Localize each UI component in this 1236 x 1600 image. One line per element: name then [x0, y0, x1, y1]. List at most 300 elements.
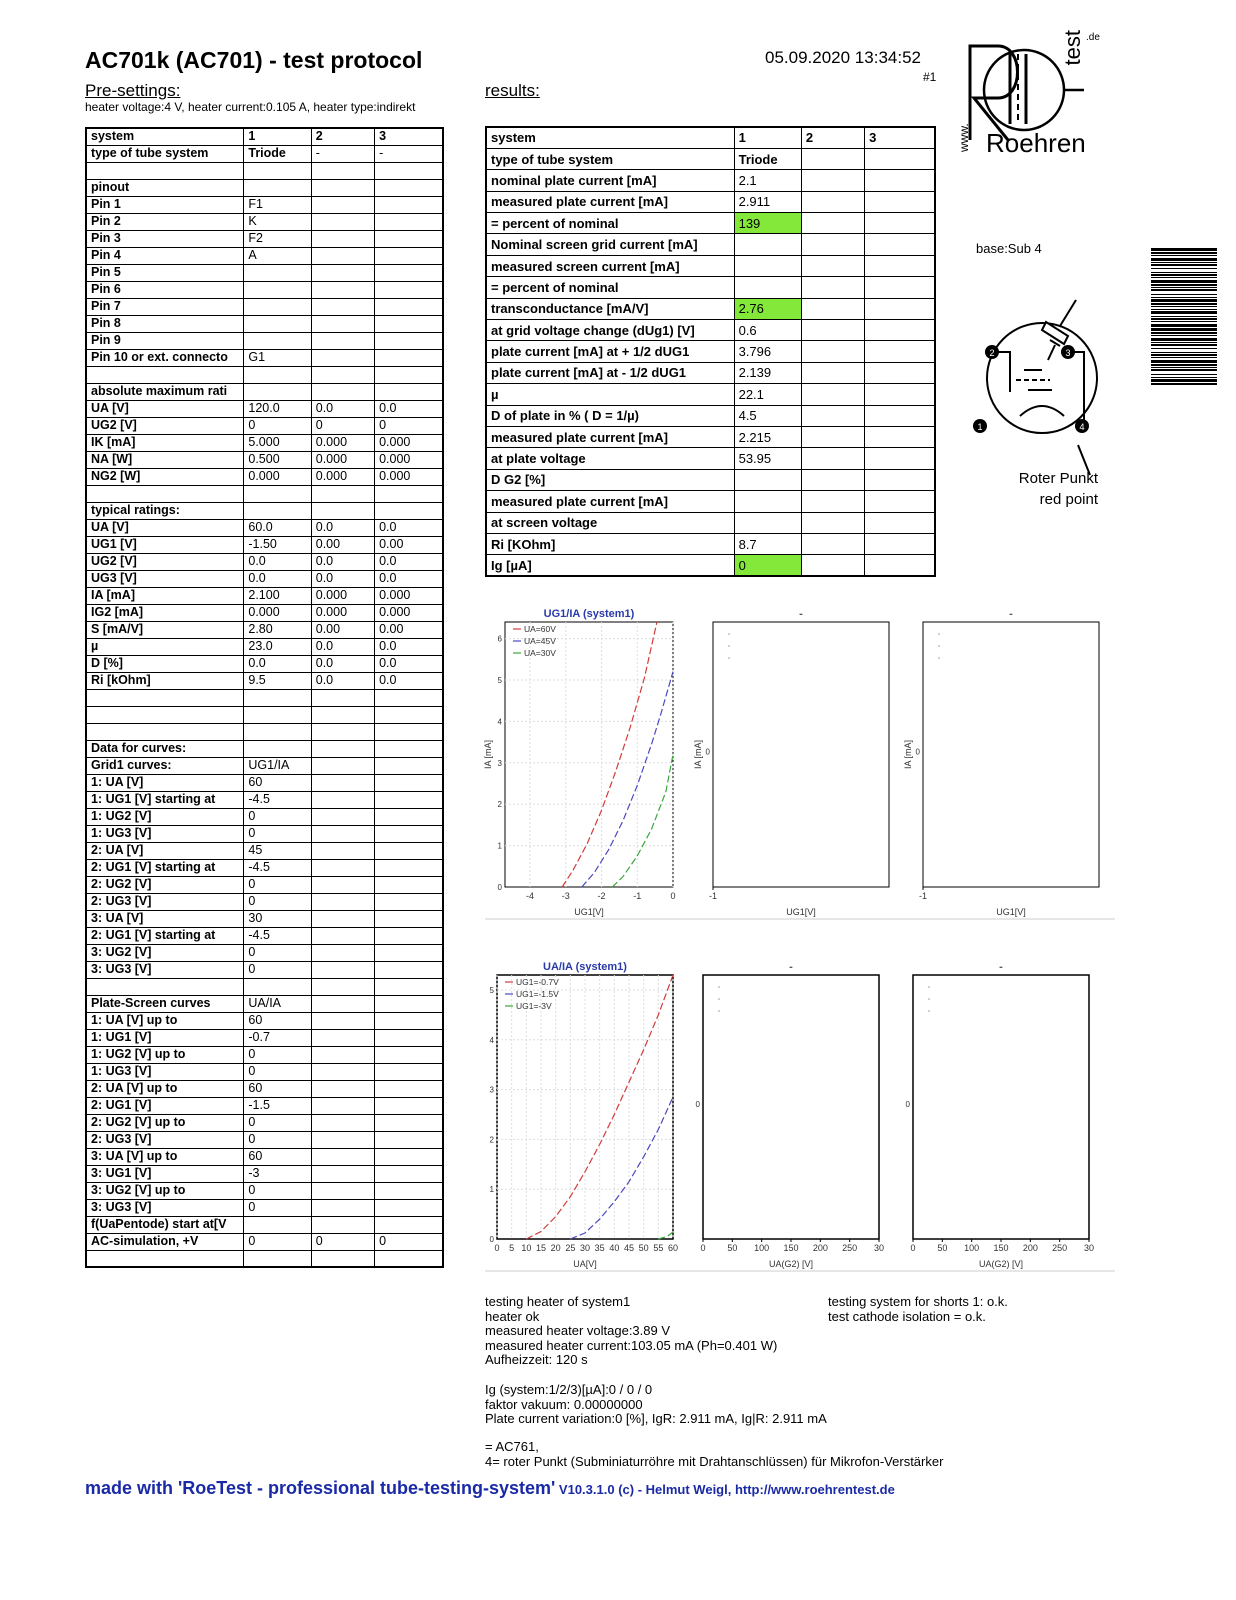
table-row — [86, 638, 443, 655]
logo-de-text: .de — [1086, 32, 1100, 43]
y-axis-label: IA [mA] — [693, 739, 703, 770]
cell-value: 0.0 — [311, 655, 374, 672]
cell-value — [865, 469, 935, 490]
cell-value — [801, 448, 864, 469]
row-label: Pin 4 — [86, 247, 244, 264]
marker-dot — [718, 986, 720, 988]
table-row — [486, 298, 935, 319]
cell-value — [244, 179, 311, 196]
cell-value — [865, 191, 935, 212]
row-label: µ — [86, 638, 244, 655]
table-row — [86, 332, 443, 349]
row-label: 1: UG3 [V] — [86, 825, 244, 842]
cell-value — [801, 512, 864, 533]
cell-value — [311, 723, 374, 740]
row-label: 3: UA [V] — [86, 910, 244, 927]
plot-frame — [713, 622, 889, 887]
table-row — [486, 320, 935, 341]
cell-value — [375, 961, 443, 978]
legend-label: UA=30V — [524, 648, 556, 658]
row-label — [86, 1250, 244, 1267]
y-tick-label: 3 — [489, 1085, 494, 1095]
table-row — [86, 553, 443, 570]
cell-value — [375, 978, 443, 995]
table-row — [86, 655, 443, 672]
barcode-bar — [1151, 306, 1217, 307]
legend-label: UA=60V — [524, 624, 556, 634]
cell-value: 60 — [244, 1080, 311, 1097]
barcode-bar — [1151, 287, 1217, 288]
row-label: at grid voltage change (dUg1) [V] — [486, 320, 734, 341]
cell-value — [801, 384, 864, 405]
x-tick-label: 50 — [727, 1243, 738, 1253]
cell-value — [244, 502, 311, 519]
cell-value — [865, 255, 935, 276]
row-label: Grid1 curves: — [86, 757, 244, 774]
cell-value — [311, 910, 374, 927]
table-row — [86, 604, 443, 621]
cell-value — [244, 1250, 311, 1267]
barcode-bar — [1151, 332, 1217, 334]
cell-value: 60 — [244, 774, 311, 791]
cell-value — [244, 332, 311, 349]
barcode-bar — [1151, 297, 1217, 298]
table-row — [86, 485, 443, 502]
cell-value: 0 — [244, 417, 311, 434]
cell-value — [375, 927, 443, 944]
x-tick-label: 200 — [812, 1243, 828, 1253]
cell-value: 0.0 — [244, 655, 311, 672]
cell-value — [375, 264, 443, 281]
cell-value — [375, 230, 443, 247]
table-row — [86, 417, 443, 434]
cell-value: 0 — [311, 417, 374, 434]
cell-value: 0.000 — [311, 434, 374, 451]
footer-credit — [85, 1478, 895, 1499]
note-line: faktor vakuum: 0.00000000 — [485, 1396, 643, 1412]
table-row — [86, 672, 443, 689]
row-label: 2: UG3 [V] — [86, 1131, 244, 1148]
cell-value — [865, 234, 935, 255]
row-label: IK [mA] — [86, 434, 244, 451]
cell-value: 60 — [244, 1012, 311, 1029]
cell-value: UA/IA — [244, 995, 311, 1012]
table-row — [486, 170, 935, 191]
cell-value: 4.5 — [734, 405, 801, 426]
row-label: NG2 [W] — [86, 468, 244, 485]
cell-value — [865, 426, 935, 447]
cell-value — [865, 320, 935, 341]
cell-value: 0 — [311, 1233, 374, 1250]
cell-value — [801, 213, 864, 234]
table-row — [86, 434, 443, 451]
cell-value: 0.000 — [244, 604, 311, 621]
cell-value — [311, 315, 374, 332]
cell-value — [244, 162, 311, 179]
results-heading: results: — [485, 81, 540, 100]
y-tick-label: 0 — [489, 1235, 494, 1244]
table-row — [86, 1046, 443, 1063]
row-label — [86, 162, 244, 179]
cell-value — [375, 859, 443, 876]
cell-value — [734, 512, 801, 533]
row-label: Pin 2 — [86, 213, 244, 230]
cell-value: -4.5 — [244, 927, 311, 944]
row-label — [86, 366, 244, 383]
run-number: #1 — [923, 70, 937, 84]
y-axis-label: IA [mA] — [903, 739, 913, 770]
table-row — [86, 1233, 443, 1250]
cell-value: 0.000 — [375, 434, 443, 451]
cell-value: 5.000 — [244, 434, 311, 451]
cell-value: 8.7 — [734, 533, 801, 554]
cell-value — [311, 842, 374, 859]
row-label: Data for curves: — [86, 740, 244, 757]
test-datetime: 05.09.2020 13:34:52 — [765, 48, 921, 67]
x-tick-label: 5 — [509, 1243, 515, 1253]
cell-value — [244, 706, 311, 723]
cell-value — [375, 706, 443, 723]
marker-dot — [728, 657, 730, 659]
cell-value: 0.0 — [311, 400, 374, 417]
cell-value: 0 — [375, 417, 443, 434]
x-tick-label: 55 — [653, 1243, 664, 1253]
cell-value: 0 — [244, 1114, 311, 1131]
cell-value — [865, 213, 935, 234]
y-tick-label: 3 — [497, 758, 502, 768]
cell-value — [375, 281, 443, 298]
barcode-bar — [1151, 374, 1217, 375]
note-line: Plate current variation:0 [%], IgR: 2.911 mA, Ig|R: 2.911 mA — [485, 1411, 827, 1426]
table-row — [86, 893, 443, 910]
cell-value — [311, 1182, 374, 1199]
barcode-bar — [1151, 318, 1217, 320]
row-label: 2: UG2 [V] up to — [86, 1114, 244, 1131]
row-label: transconductance [mA/V] — [486, 298, 734, 319]
table-row — [86, 128, 443, 145]
row-label — [86, 723, 244, 740]
cell-value — [801, 170, 864, 191]
cell-value: -1.5 — [244, 1097, 311, 1114]
y-tick-label: 4 — [489, 1035, 494, 1045]
y-tick-label: 5 — [497, 675, 502, 685]
cell-value: 1 — [734, 127, 801, 148]
barcode-bar — [1151, 352, 1217, 353]
table-row — [86, 808, 443, 825]
y-tick-label: 0 — [905, 1100, 910, 1109]
cell-value — [311, 927, 374, 944]
x-tick-label: 0 — [910, 1243, 916, 1253]
row-label — [86, 978, 244, 995]
cell-value — [865, 277, 935, 298]
table-row — [86, 706, 443, 723]
cell-value — [244, 298, 311, 315]
cell-value — [801, 320, 864, 341]
table-row — [86, 1080, 443, 1097]
x-tick-label: 100 — [754, 1243, 770, 1253]
x-tick-label: 25 — [565, 1243, 576, 1253]
cell-value — [375, 1046, 443, 1063]
cell-value — [244, 723, 311, 740]
cell-value: 53.95 — [734, 448, 801, 469]
cell-value: 3 — [375, 128, 443, 145]
pin-label: 3 — [1065, 348, 1071, 358]
cell-value — [244, 264, 311, 281]
table-row — [86, 179, 443, 196]
cell-value — [311, 689, 374, 706]
row-label: 2: UG2 [V] — [86, 876, 244, 893]
x-axis-label: UG1[V] — [996, 907, 1026, 917]
y-tick-label: 1 — [497, 841, 502, 851]
x-tick-label: 30 — [1083, 1243, 1095, 1253]
row-label: IG2 [mA] — [86, 604, 244, 621]
barcode-bar — [1151, 272, 1217, 273]
table-row — [86, 1199, 443, 1216]
chart-title: - — [1009, 608, 1013, 620]
cell-value — [375, 842, 443, 859]
cell-value — [375, 1199, 443, 1216]
row-label: Pin 8 — [86, 315, 244, 332]
x-tick-label: 10 — [521, 1243, 532, 1253]
cell-value: 0.000 — [311, 468, 374, 485]
cell-value: 0.6 — [734, 320, 801, 341]
cell-value — [311, 179, 374, 196]
series-line-0 — [562, 622, 657, 887]
cell-value — [311, 893, 374, 910]
cell-value — [734, 277, 801, 298]
cell-value — [311, 1012, 374, 1029]
cell-value — [801, 255, 864, 276]
table-row — [486, 277, 935, 298]
cell-value: 0 — [734, 555, 801, 576]
barcode-bar — [1151, 367, 1217, 368]
plot-frame — [913, 975, 1089, 1239]
cell-value: 1 — [244, 128, 311, 145]
row-label: 1: UG2 [V] — [86, 808, 244, 825]
red-point-caption-en: red point — [1039, 491, 1098, 508]
cell-value — [865, 170, 935, 191]
cell-value — [244, 978, 311, 995]
table-row — [86, 213, 443, 230]
row-label: Plate-Screen curves — [86, 995, 244, 1012]
cell-value: 0.000 — [375, 604, 443, 621]
cell-value — [311, 1216, 374, 1233]
cell-value: - — [311, 145, 374, 162]
row-label: 2: UG1 [V] starting at — [86, 859, 244, 876]
cell-value: 2.215 — [734, 426, 801, 447]
cell-value: 0.00 — [311, 536, 374, 553]
pin-label: 2 — [989, 348, 995, 358]
marker-dot — [938, 645, 940, 647]
barcode-bar — [1151, 379, 1217, 382]
cell-value — [734, 255, 801, 276]
barcode-bar — [1151, 299, 1217, 302]
cell-value: 0.00 — [311, 621, 374, 638]
cell-value — [865, 491, 935, 512]
cell-value: 2.139 — [734, 362, 801, 383]
row-label: Pin 5 — [86, 264, 244, 281]
row-label: 2: UG3 [V] — [86, 893, 244, 910]
cell-value: 2.100 — [244, 587, 311, 604]
cell-value: 0.000 — [375, 468, 443, 485]
x-axis-label: UG1[V] — [786, 907, 816, 917]
cell-value — [375, 689, 443, 706]
footer-main: made with 'RoeTest - professional tube-testing-system' — [85, 1478, 556, 1498]
plot-frame — [923, 622, 1099, 887]
cell-value — [865, 384, 935, 405]
marker-dot — [938, 657, 940, 659]
row-label: plate current [mA] at + 1/2 dUG1 — [486, 341, 734, 362]
x-tick-label: -4 — [526, 891, 535, 901]
logo-brand-text: Roehren — [986, 128, 1086, 158]
cell-value: F1 — [244, 196, 311, 213]
cell-value: 22.1 — [734, 384, 801, 405]
chart-title: - — [799, 608, 803, 620]
row-label: at screen voltage — [486, 512, 734, 533]
cell-value — [375, 1097, 443, 1114]
cell-value — [311, 502, 374, 519]
row-label: 3: UG2 [V] up to — [86, 1182, 244, 1199]
table-row — [486, 234, 935, 255]
cell-value: 0 — [244, 1199, 311, 1216]
cell-value: 0.0 — [244, 570, 311, 587]
legend-label: UG1=-0.7V — [516, 977, 559, 987]
cell-value: G1 — [244, 349, 311, 366]
table-row — [486, 491, 935, 512]
row-label — [86, 689, 244, 706]
logo-test-text: test — [1060, 30, 1085, 66]
cell-value — [375, 1080, 443, 1097]
base-type: base:Sub 4 — [976, 241, 1042, 256]
table-row — [486, 127, 935, 148]
table-row — [86, 366, 443, 383]
y-tick-label: 0 — [695, 1100, 700, 1109]
cell-value: 30 — [244, 910, 311, 927]
barcode-bar — [1151, 268, 1217, 269]
table-row — [486, 426, 935, 447]
x-tick-label: -1 — [918, 891, 928, 901]
cell-value: 0.0 — [311, 638, 374, 655]
cell-value: A — [244, 247, 311, 264]
table-row — [86, 859, 443, 876]
cell-value — [375, 383, 443, 400]
cell-value — [244, 383, 311, 400]
table-row — [86, 1216, 443, 1233]
note-line: heater ok — [485, 1308, 540, 1324]
row-label: measured plate current [mA] — [486, 491, 734, 512]
cell-value: 3.796 — [734, 341, 801, 362]
row-label: system — [486, 127, 734, 148]
row-label: 1: UA [V] — [86, 774, 244, 791]
remarks — [485, 1440, 943, 1469]
cell-value: 0.0 — [244, 553, 311, 570]
cell-value — [375, 1131, 443, 1148]
barcode-bar — [1151, 348, 1217, 349]
table-row — [486, 405, 935, 426]
row-label: 2: UA [V] up to — [86, 1080, 244, 1097]
x-tick-label: 45 — [623, 1243, 635, 1253]
barcode-bar — [1151, 377, 1217, 378]
cell-value: 0 — [244, 808, 311, 825]
table-row — [86, 842, 443, 859]
cell-value — [375, 1029, 443, 1046]
cell-value — [311, 485, 374, 502]
cell-value: 0.00 — [375, 536, 443, 553]
cell-value — [311, 298, 374, 315]
cell-value: -3 — [244, 1165, 311, 1182]
cell-value: 0.000 — [375, 587, 443, 604]
cell-value — [311, 1046, 374, 1063]
row-label: Pin 3 — [86, 230, 244, 247]
table-row — [486, 213, 935, 234]
cell-value: 0 — [244, 1131, 311, 1148]
table-row — [486, 341, 935, 362]
cell-value: 0.0 — [311, 553, 374, 570]
row-label: UG2 [V] — [86, 553, 244, 570]
row-label: Ri [KOhm] — [486, 533, 734, 554]
x-tick-label: 20 — [550, 1243, 561, 1253]
cell-value — [311, 1148, 374, 1165]
chart-title: UG1/IA (system1) — [543, 608, 635, 620]
cell-value — [311, 349, 374, 366]
row-label: 3: UG3 [V] — [86, 1199, 244, 1216]
cell-value — [375, 485, 443, 502]
row-label: pinout — [86, 179, 244, 196]
row-label: Pin 1 — [86, 196, 244, 213]
table-row — [86, 502, 443, 519]
row-label: system — [86, 128, 244, 145]
table-row — [486, 512, 935, 533]
grid-current-notes — [485, 1383, 827, 1427]
row-label: µ — [486, 384, 734, 405]
row-label: 1: UG1 [V] — [86, 1029, 244, 1046]
cell-value — [311, 740, 374, 757]
cell-value: F2 — [244, 230, 311, 247]
x-tick-label: -1 — [633, 891, 642, 901]
y-tick-label: 5 — [489, 985, 494, 995]
cell-value: 0.0 — [311, 570, 374, 587]
cell-value — [734, 469, 801, 490]
x-tick-label: 15 — [535, 1243, 547, 1253]
marker-dot — [718, 1010, 720, 1012]
row-label: Ri [kOhm] — [86, 672, 244, 689]
row-label: AC-simulation, +V — [86, 1233, 244, 1250]
row-label: measured screen current [mA] — [486, 255, 734, 276]
legend-label: UG1=-1.5V — [516, 989, 559, 999]
note-line: Ig (system:1/2/3)[µA]:0 / 0 / 0 — [485, 1382, 653, 1397]
barcode-bar — [1151, 284, 1217, 286]
x-tick-label: 30 — [579, 1243, 591, 1253]
row-label: 3: UG1 [V] — [86, 1165, 244, 1182]
table-row — [86, 995, 443, 1012]
x-axis-label: UA(G2) [V] — [768, 1259, 814, 1269]
table-row — [86, 1148, 443, 1165]
pin-label: 4 — [1079, 422, 1085, 432]
x-axis-label: UA[V] — [573, 1259, 597, 1269]
table-row — [86, 1182, 443, 1199]
barcode-bar — [1151, 369, 1217, 371]
legend-label: UG1=-3V — [516, 1001, 552, 1011]
cell-value: 0 — [244, 944, 311, 961]
table-row — [86, 230, 443, 247]
results-table — [485, 126, 936, 577]
row-label: type of tube system — [486, 148, 734, 169]
cell-value — [244, 366, 311, 383]
plot-frame — [703, 975, 879, 1239]
table-row — [86, 961, 443, 978]
cell-value: Triode — [244, 145, 311, 162]
cell-value: -4.5 — [244, 791, 311, 808]
